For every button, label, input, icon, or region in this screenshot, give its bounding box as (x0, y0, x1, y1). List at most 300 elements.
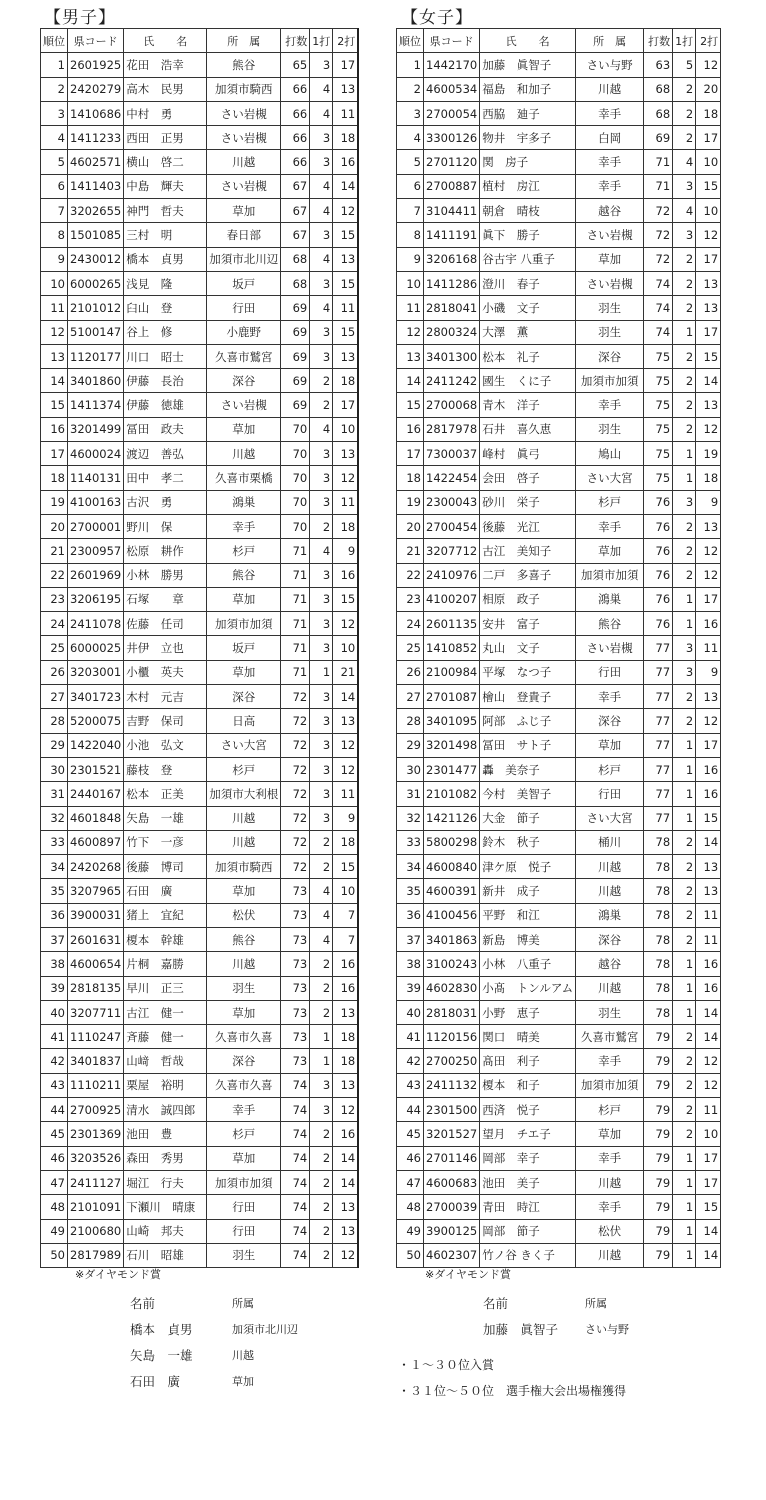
women-cell-two-putt: 14 (696, 1219, 721, 1243)
women-cell-total-strokes: 75 (644, 466, 673, 490)
women-cell-total-strokes: 79 (644, 1073, 673, 1097)
women-table-row (397, 1195, 721, 1219)
women-cell-player-name: 岡部 節子 (480, 1219, 576, 1243)
women-cell-player-name: 安井 富子 (480, 612, 576, 636)
women-cell-one-putt: 3 (673, 660, 696, 684)
women-cell-club: 加須市加須 (576, 1073, 644, 1097)
women-cell-one-putt: 1 (673, 587, 696, 611)
men-cell-two-putt: 12 (333, 1098, 359, 1122)
men-cell-one-putt: 3 (310, 733, 333, 757)
women-header-prefecture-code: 県コード (424, 29, 480, 53)
women-cell-club: 行田 (576, 660, 644, 684)
men-cell-rank: 29 (41, 733, 68, 757)
women-cell-prefecture-code: 1442170 (424, 53, 480, 77)
women-cell-two-putt: 15 (696, 806, 721, 830)
women-table-row (397, 1219, 721, 1243)
men-cell-total-strokes: 72 (281, 733, 310, 757)
women-cell-total-strokes: 75 (644, 417, 673, 441)
men-cell-prefecture-code: 5100147 (68, 320, 124, 344)
men-cell-total-strokes: 73 (281, 1025, 310, 1049)
women-cell-two-putt: 13 (696, 271, 721, 295)
women-cell-one-putt: 2 (673, 685, 696, 709)
women-cell-two-putt: 12 (696, 563, 721, 587)
men-cell-total-strokes: 70 (281, 417, 310, 441)
men-cell-two-putt: 18 (333, 1049, 359, 1073)
men-cell-prefecture-code: 2420268 (68, 855, 124, 879)
men-cell-two-putt: 13 (333, 1000, 359, 1024)
women-cell-one-putt: 3 (673, 490, 696, 514)
women-cell-club: 白岡 (576, 126, 644, 150)
women-cell-rank: 43 (397, 1073, 424, 1097)
women-cell-total-strokes: 77 (644, 733, 673, 757)
men-cell-club: 草加 (207, 587, 281, 611)
women-cell-rank: 8 (397, 223, 424, 247)
men-cell-rank: 37 (41, 927, 68, 951)
women-cell-two-putt: 12 (696, 1073, 721, 1097)
men-header-row (41, 29, 359, 53)
men-cell-two-putt: 14 (333, 1146, 359, 1170)
men-cell-one-putt: 3 (310, 757, 333, 781)
men-cell-rank: 46 (41, 1146, 68, 1170)
men-table-row (41, 369, 359, 393)
men-cell-two-putt: 18 (333, 369, 359, 393)
men-table-row (41, 514, 359, 538)
women-cell-two-putt: 14 (696, 1243, 721, 1267)
men-cell-two-putt: 18 (333, 1025, 359, 1049)
men-cell-total-strokes: 74 (281, 1122, 310, 1146)
women-cell-prefecture-code: 2700250 (424, 1049, 480, 1073)
women-cell-club: 川越 (576, 77, 644, 101)
men-cell-one-putt: 3 (310, 223, 333, 247)
women-cell-prefecture-code: 1421126 (424, 806, 480, 830)
women-cell-rank: 18 (397, 466, 424, 490)
men-header-rank: 順位 (41, 29, 68, 53)
men-cell-prefecture-code: 2411078 (68, 612, 124, 636)
men-cell-one-putt: 4 (310, 296, 333, 320)
women-cell-one-putt: 2 (673, 1122, 696, 1146)
men-cell-club: 草加 (207, 1000, 281, 1024)
women-cell-one-putt: 2 (673, 855, 696, 879)
men-cell-rank: 50 (41, 1243, 68, 1267)
men-diamond-name-label: 名前 (130, 1296, 156, 1311)
men-cell-club: 杉戸 (207, 757, 281, 781)
men-cell-club: 草加 (207, 1146, 281, 1170)
women-cell-club: 越谷 (576, 199, 644, 223)
women-cell-two-putt: 11 (696, 927, 721, 951)
men-cell-total-strokes: 70 (281, 466, 310, 490)
women-table-row (397, 150, 721, 174)
women-cell-prefecture-code: 2100984 (424, 660, 480, 684)
women-header-two-putt: 2打 (696, 29, 721, 53)
women-table-row (397, 1170, 721, 1194)
women-cell-player-name: 新島 博美 (480, 927, 576, 951)
women-cell-player-name: 加藤 眞智子 (480, 53, 576, 77)
women-cell-prefecture-code: 4600683 (424, 1170, 480, 1194)
women-cell-rank: 42 (397, 1049, 424, 1073)
women-cell-player-name: 相原 政子 (480, 587, 576, 611)
women-cell-prefecture-code: 2701087 (424, 685, 480, 709)
men-cell-prefecture-code: 4602571 (68, 150, 124, 174)
women-cell-prefecture-code: 3401300 (424, 344, 480, 368)
women-cell-prefecture-code: 2601135 (424, 612, 480, 636)
women-cell-total-strokes: 78 (644, 927, 673, 951)
men-cell-one-putt: 3 (310, 636, 333, 660)
men-cell-rank: 24 (41, 612, 68, 636)
men-cell-rank: 32 (41, 806, 68, 830)
women-cell-player-name: 髙田 利子 (480, 1049, 576, 1073)
women-cell-rank: 34 (397, 855, 424, 879)
men-cell-player-name: 木村 元吉 (124, 685, 207, 709)
women-cell-one-putt: 1 (673, 733, 696, 757)
men-cell-prefecture-code: 3207965 (68, 879, 124, 903)
women-cell-club: 加須市加須 (576, 369, 644, 393)
men-cell-player-name: 神門 哲夫 (124, 199, 207, 223)
men-cell-prefecture-code: 1110247 (68, 1025, 124, 1049)
men-cell-club: さい岩槻 (207, 174, 281, 198)
men-cell-club: 草加 (207, 199, 281, 223)
men-cell-rank: 1 (41, 53, 68, 77)
men-cell-rank: 3 (41, 101, 68, 125)
women-cell-prefecture-code: 3900125 (424, 1219, 480, 1243)
women-table-row (397, 126, 721, 150)
men-cell-rank: 2 (41, 77, 68, 101)
women-cell-total-strokes: 72 (644, 223, 673, 247)
women-cell-prefecture-code: 3401095 (424, 709, 480, 733)
men-cell-rank: 30 (41, 757, 68, 781)
men-cell-two-putt: 13 (333, 247, 359, 271)
men-cell-rank: 42 (41, 1049, 68, 1073)
men-diamond-winner-name: 石田 廣 (130, 1374, 181, 1389)
women-cell-prefecture-code: 2301477 (424, 757, 480, 781)
men-cell-rank: 26 (41, 660, 68, 684)
men-table-row (41, 685, 359, 709)
men-table-row (41, 1219, 359, 1243)
men-cell-player-name: 山﨑 哲哉 (124, 1049, 207, 1073)
men-table-row (41, 320, 359, 344)
men-cell-player-name: 花田 浩幸 (124, 53, 207, 77)
men-cell-player-name: 吉野 保司 (124, 709, 207, 733)
women-results-table (396, 28, 721, 1268)
men-cell-total-strokes: 69 (281, 320, 310, 344)
men-cell-two-putt: 15 (333, 855, 359, 879)
women-table-row (397, 1146, 721, 1170)
women-cell-club: さい岩槻 (576, 223, 644, 247)
men-cell-total-strokes: 74 (281, 1219, 310, 1243)
women-cell-two-putt: 13 (696, 855, 721, 879)
men-cell-prefecture-code: 2818135 (68, 976, 124, 1000)
men-table-row (41, 174, 359, 198)
men-table-row (41, 855, 359, 879)
men-cell-total-strokes: 74 (281, 1073, 310, 1097)
men-cell-club: 加須市加須 (207, 1170, 281, 1194)
women-cell-total-strokes: 78 (644, 830, 673, 854)
women-diamond-name-label: 名前 (483, 1296, 509, 1311)
men-cell-total-strokes: 71 (281, 660, 310, 684)
women-cell-two-putt: 18 (696, 101, 721, 125)
women-table-row (397, 417, 721, 441)
award-note-1: ・１～３０位入賞 (398, 1358, 495, 1372)
women-cell-total-strokes: 75 (644, 393, 673, 417)
men-cell-prefecture-code: 4600654 (68, 952, 124, 976)
men-cell-total-strokes: 71 (281, 612, 310, 636)
men-cell-club: 杉戸 (207, 539, 281, 563)
women-cell-rank: 27 (397, 685, 424, 709)
men-cell-one-putt: 2 (310, 1195, 333, 1219)
men-table-row (41, 1025, 359, 1049)
men-cell-total-strokes: 73 (281, 927, 310, 951)
women-cell-one-putt: 2 (673, 830, 696, 854)
men-cell-player-name: 石田 廣 (124, 879, 207, 903)
men-cell-one-putt: 2 (310, 1243, 333, 1267)
men-cell-total-strokes: 74 (281, 1170, 310, 1194)
men-table-row (41, 271, 359, 295)
men-cell-prefecture-code: 4600897 (68, 830, 124, 854)
women-cell-one-putt: 2 (673, 927, 696, 951)
men-cell-player-name: 森田 秀男 (124, 1146, 207, 1170)
women-table-row (397, 976, 721, 1000)
men-cell-club: 羽生 (207, 1243, 281, 1267)
men-cell-one-putt: 3 (310, 53, 333, 77)
women-cell-one-putt: 2 (673, 1098, 696, 1122)
women-cell-rank: 4 (397, 126, 424, 150)
women-cell-player-name: 小林 八重子 (480, 952, 576, 976)
women-cell-two-putt: 16 (696, 782, 721, 806)
men-cell-player-name: 小櫃 英夫 (124, 660, 207, 684)
men-cell-two-putt: 18 (333, 514, 359, 538)
men-table-row (41, 709, 359, 733)
women-cell-prefecture-code: 7300037 (424, 442, 480, 466)
men-cell-two-putt: 15 (333, 587, 359, 611)
men-table-row (41, 1195, 359, 1219)
women-cell-club: 幸手 (576, 150, 644, 174)
women-cell-player-name: 石井 喜久恵 (480, 417, 576, 441)
women-cell-one-putt: 2 (673, 344, 696, 368)
women-cell-total-strokes: 71 (644, 150, 673, 174)
women-table-row (397, 587, 721, 611)
women-diamond-club-label: 所属 (585, 1297, 607, 1310)
men-cell-total-strokes: 71 (281, 636, 310, 660)
men-cell-club: さい岩槻 (207, 101, 281, 125)
men-cell-total-strokes: 73 (281, 1049, 310, 1073)
women-table-row (397, 806, 721, 830)
men-cell-one-putt: 4 (310, 879, 333, 903)
women-cell-total-strokes: 72 (644, 199, 673, 223)
men-cell-two-putt: 12 (333, 733, 359, 757)
women-cell-total-strokes: 74 (644, 320, 673, 344)
women-cell-two-putt: 12 (696, 539, 721, 563)
women-cell-player-name: 青田 時江 (480, 1195, 576, 1219)
men-cell-rank: 38 (41, 952, 68, 976)
men-cell-one-putt: 2 (310, 1170, 333, 1194)
women-cell-total-strokes: 77 (644, 636, 673, 660)
men-cell-prefecture-code: 4100163 (68, 490, 124, 514)
men-cell-rank: 10 (41, 271, 68, 295)
women-table-row (397, 1049, 721, 1073)
women-cell-player-name: 望月 チエ子 (480, 1122, 576, 1146)
women-cell-player-name: 西済 悦子 (480, 1098, 576, 1122)
men-cell-club: 坂戸 (207, 636, 281, 660)
men-cell-rank: 31 (41, 782, 68, 806)
women-cell-rank: 49 (397, 1219, 424, 1243)
women-cell-total-strokes: 63 (644, 53, 673, 77)
men-cell-total-strokes: 66 (281, 150, 310, 174)
men-cell-total-strokes: 73 (281, 976, 310, 1000)
women-cell-one-putt: 2 (673, 77, 696, 101)
men-table-row (41, 563, 359, 587)
men-cell-two-putt: 16 (333, 952, 359, 976)
women-cell-one-putt: 1 (673, 1195, 696, 1219)
men-table-row (41, 223, 359, 247)
men-cell-club: 小鹿野 (207, 320, 281, 344)
women-cell-two-putt: 10 (696, 1122, 721, 1146)
men-table-row (41, 466, 359, 490)
men-table-row (41, 660, 359, 684)
men-table-row (41, 1122, 359, 1146)
men-cell-prefecture-code: 1110211 (68, 1073, 124, 1097)
men-table-row (41, 53, 359, 77)
men-cell-player-name: 野川 保 (124, 514, 207, 538)
men-cell-total-strokes: 73 (281, 952, 310, 976)
men-cell-two-putt: 15 (333, 320, 359, 344)
men-cell-rank: 16 (41, 417, 68, 441)
men-cell-prefecture-code: 1411374 (68, 393, 124, 417)
men-cell-prefecture-code: 2101012 (68, 296, 124, 320)
men-table-row (41, 247, 359, 271)
women-cell-player-name: 冨田 サト子 (480, 733, 576, 757)
men-cell-two-putt: 13 (333, 1219, 359, 1243)
men-cell-club: 行田 (207, 1195, 281, 1219)
women-cell-player-name: 青木 洋子 (480, 393, 576, 417)
women-cell-one-putt: 2 (673, 1073, 696, 1097)
men-cell-rank: 14 (41, 369, 68, 393)
men-cell-two-putt: 9 (333, 806, 359, 830)
women-cell-two-putt: 16 (696, 952, 721, 976)
women-cell-one-putt: 2 (673, 879, 696, 903)
women-table-row (397, 660, 721, 684)
men-cell-club: 久喜市鷲宮 (207, 344, 281, 368)
women-cell-one-putt: 4 (673, 199, 696, 223)
men-cell-two-putt: 13 (333, 1073, 359, 1097)
women-cell-total-strokes: 79 (644, 1098, 673, 1122)
men-cell-player-name: 松本 正美 (124, 782, 207, 806)
men-cell-rank: 8 (41, 223, 68, 247)
women-cell-two-putt: 17 (696, 587, 721, 611)
men-cell-one-putt: 2 (310, 1146, 333, 1170)
men-diamond-winner-club: 草加 (232, 1375, 254, 1388)
women-cell-rank: 29 (397, 733, 424, 757)
women-table-row (397, 101, 721, 125)
women-table-row (397, 830, 721, 854)
men-table-row (41, 952, 359, 976)
women-cell-total-strokes: 78 (644, 903, 673, 927)
women-cell-total-strokes: 79 (644, 1219, 673, 1243)
women-cell-rank: 15 (397, 393, 424, 417)
women-cell-two-putt: 13 (696, 685, 721, 709)
men-cell-rank: 20 (41, 514, 68, 538)
men-cell-player-name: 小林 勝男 (124, 563, 207, 587)
men-table-row (41, 1243, 359, 1267)
women-cell-player-name: 丸山 文子 (480, 636, 576, 660)
women-cell-two-putt: 16 (696, 757, 721, 781)
women-cell-player-name: 檜山 登貴子 (480, 685, 576, 709)
men-cell-total-strokes: 71 (281, 539, 310, 563)
women-cell-prefecture-code: 2700887 (424, 174, 480, 198)
women-table-row (397, 539, 721, 563)
men-cell-one-putt: 2 (310, 855, 333, 879)
men-cell-total-strokes: 73 (281, 1000, 310, 1024)
men-cell-player-name: 横山 啓二 (124, 150, 207, 174)
men-cell-player-name: 井伊 立也 (124, 636, 207, 660)
women-cell-player-name: 松本 礼子 (480, 344, 576, 368)
men-cell-two-putt: 10 (333, 417, 359, 441)
men-cell-total-strokes: 74 (281, 1243, 310, 1267)
women-cell-total-strokes: 68 (644, 101, 673, 125)
men-cell-two-putt: 21 (333, 660, 359, 684)
women-cell-rank: 11 (397, 296, 424, 320)
women-cell-prefecture-code: 3401863 (424, 927, 480, 951)
men-cell-rank: 11 (41, 296, 68, 320)
women-cell-player-name: 轟 美奈子 (480, 757, 576, 781)
women-cell-one-putt: 1 (673, 612, 696, 636)
women-cell-prefecture-code: 2700054 (424, 101, 480, 125)
women-cell-prefecture-code: 4600840 (424, 855, 480, 879)
women-cell-two-putt: 17 (696, 1170, 721, 1194)
women-cell-club: 羽生 (576, 296, 644, 320)
women-cell-player-name: 物井 宇多子 (480, 126, 576, 150)
women-cell-rank: 10 (397, 271, 424, 295)
women-cell-prefecture-code: 2101082 (424, 782, 480, 806)
women-cell-rank: 47 (397, 1170, 424, 1194)
men-cell-player-name: 中島 輝夫 (124, 174, 207, 198)
men-cell-player-name: 榎本 幹雄 (124, 927, 207, 951)
women-cell-player-name: 小髙 トンルアム (480, 976, 576, 1000)
women-cell-club: 川越 (576, 879, 644, 903)
women-cell-prefecture-code: 1422454 (424, 466, 480, 490)
men-cell-one-putt: 3 (310, 1073, 333, 1097)
men-cell-rank: 35 (41, 879, 68, 903)
men-cell-rank: 45 (41, 1122, 68, 1146)
women-cell-club: 草加 (576, 247, 644, 271)
men-cell-one-putt: 4 (310, 927, 333, 951)
women-diamond-winner-club: さい与野 (585, 1323, 629, 1336)
women-cell-rank: 1 (397, 53, 424, 77)
men-cell-one-putt: 4 (310, 101, 333, 125)
men-cell-one-putt: 1 (310, 660, 333, 684)
women-cell-club: 深谷 (576, 709, 644, 733)
men-header-player-name: 氏 名 (124, 29, 207, 53)
women-table-row (397, 247, 721, 271)
women-table-row (397, 1098, 721, 1122)
women-cell-prefecture-code: 2410976 (424, 563, 480, 587)
men-cell-club: 幸手 (207, 514, 281, 538)
men-table-row (41, 1098, 359, 1122)
men-cell-two-putt: 12 (333, 612, 359, 636)
men-cell-two-putt: 16 (333, 563, 359, 587)
women-cell-club: 加須市加須 (576, 563, 644, 587)
women-table-row (397, 466, 721, 490)
men-cell-prefecture-code: 3203001 (68, 660, 124, 684)
women-table-row (397, 1000, 721, 1024)
men-cell-total-strokes: 74 (281, 1195, 310, 1219)
men-header-club: 所 属 (207, 29, 281, 53)
men-cell-two-putt: 14 (333, 1170, 359, 1194)
women-cell-player-name: 阿部 ふじ子 (480, 709, 576, 733)
women-cell-player-name: 西脇 廸子 (480, 101, 576, 125)
women-cell-rank: 7 (397, 199, 424, 223)
men-cell-player-name: 谷上 修 (124, 320, 207, 344)
men-cell-total-strokes: 74 (281, 1146, 310, 1170)
women-cell-club: 川越 (576, 976, 644, 1000)
